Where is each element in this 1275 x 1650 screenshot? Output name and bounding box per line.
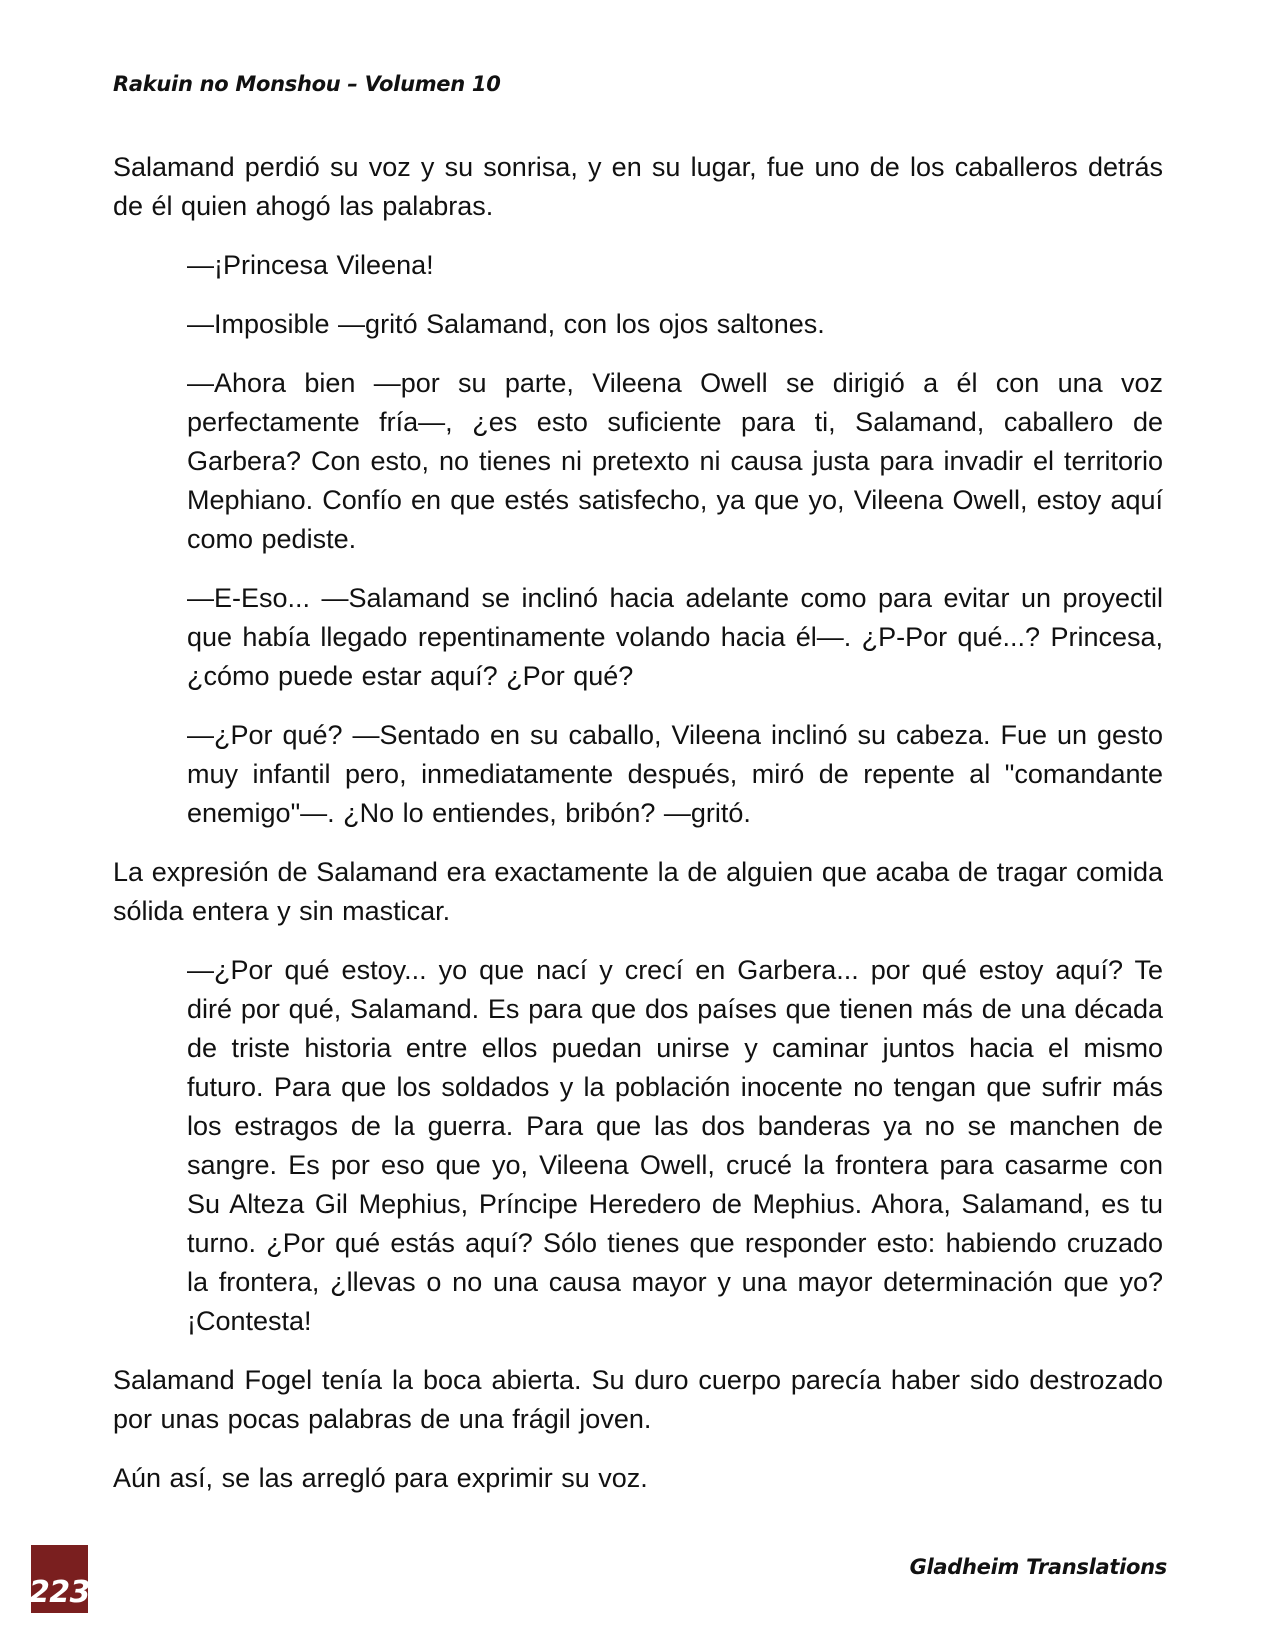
- paragraph: Salamand perdió su voz y su sonrisa, y en su lugar, fue uno de los caballeros detrás de él quien ahogó las palabras.: [113, 152, 1163, 221]
- dialogue-paragraph: —¿Por qué estoy... yo que nací y crecí en Garbera... por qué estoy aquí? Te diré por qué, Salamand. Es para que dos países que tienen más de una década de triste historia entre ellos puedan unirse y caminar juntos hacia el mismo futuro. Para que los soldados y la población inocente no tengan que sufrir más los estragos de la guerra. Para que las dos banderas ya no se manchen de sangre. Es por eso que yo, Vileena Owell, crucé la frontera para casarme con Su Alteza Gil Mephius, Príncipe Heredero de Mephius. Ahora, Salamand, es tu turno. ¿Por qué estás aquí? Sólo tienes que responder esto: habiendo cruzado la frontera, ¿llevas o no una causa mayor y una mayor determinación que yo? ¡Contesta!: [187, 955, 1163, 1336]
- page-number: 223: [28, 1575, 91, 1610]
- dialogue-paragraph: —Imposible —gritó Salamand, con los ojos saltones.: [187, 309, 825, 339]
- translator-credit: Gladheim Translations: [909, 1555, 1167, 1579]
- paragraph: Salamand Fogel tenía la boca abierta. Su duro cuerpo parecía haber sido destrozado por unas pocas palabras de una frágil joven.: [113, 1365, 1163, 1434]
- paragraph: La expresión de Salamand era exactamente la de alguien que acaba de tragar comida sólida entera y sin masticar.: [113, 857, 1163, 926]
- dialogue-paragraph: —¡Princesa Vileena!: [187, 250, 434, 280]
- dialogue-paragraph: —E-Eso... —Salamand se inclinó hacia adelante como para evitar un proyectil que había llegado repentinamente volando hacia él—. ¿P-Por qué...? Princesa, ¿cómo puede estar aquí? ¿Por qué?: [187, 583, 1163, 691]
- page-number-badge: [28, 1545, 91, 1613]
- dialogue-paragraph: —Ahora bien —por su parte, Vileena Owell se dirigió a él con una voz perfectamente fría—, ¿es esto suficiente para ti, Salamand, caballero de Garbera? Con esto, no tienes ni pretexto ni causa justa para invadir el territorio Mephiano. Confío en que estés satisfecho, ya que yo, Vileena Owell, estoy aquí como pediste.: [187, 368, 1163, 554]
- paragraph: Aún así, se las arregló para exprimir su voz.: [113, 1463, 648, 1493]
- running-header: Rakuin no Monshou – Volumen 10: [113, 72, 501, 96]
- page-body: [113, 148, 1163, 1518]
- dialogue-paragraph: —¿Por qué? —Sentado en su caballo, Vileena inclinó su cabeza. Fue un gesto muy infantil pero, inmediatamente después, miró de repente al "comandante enemigo"—. ¿No lo entiendes, bribón? —gritó.: [187, 720, 1163, 828]
